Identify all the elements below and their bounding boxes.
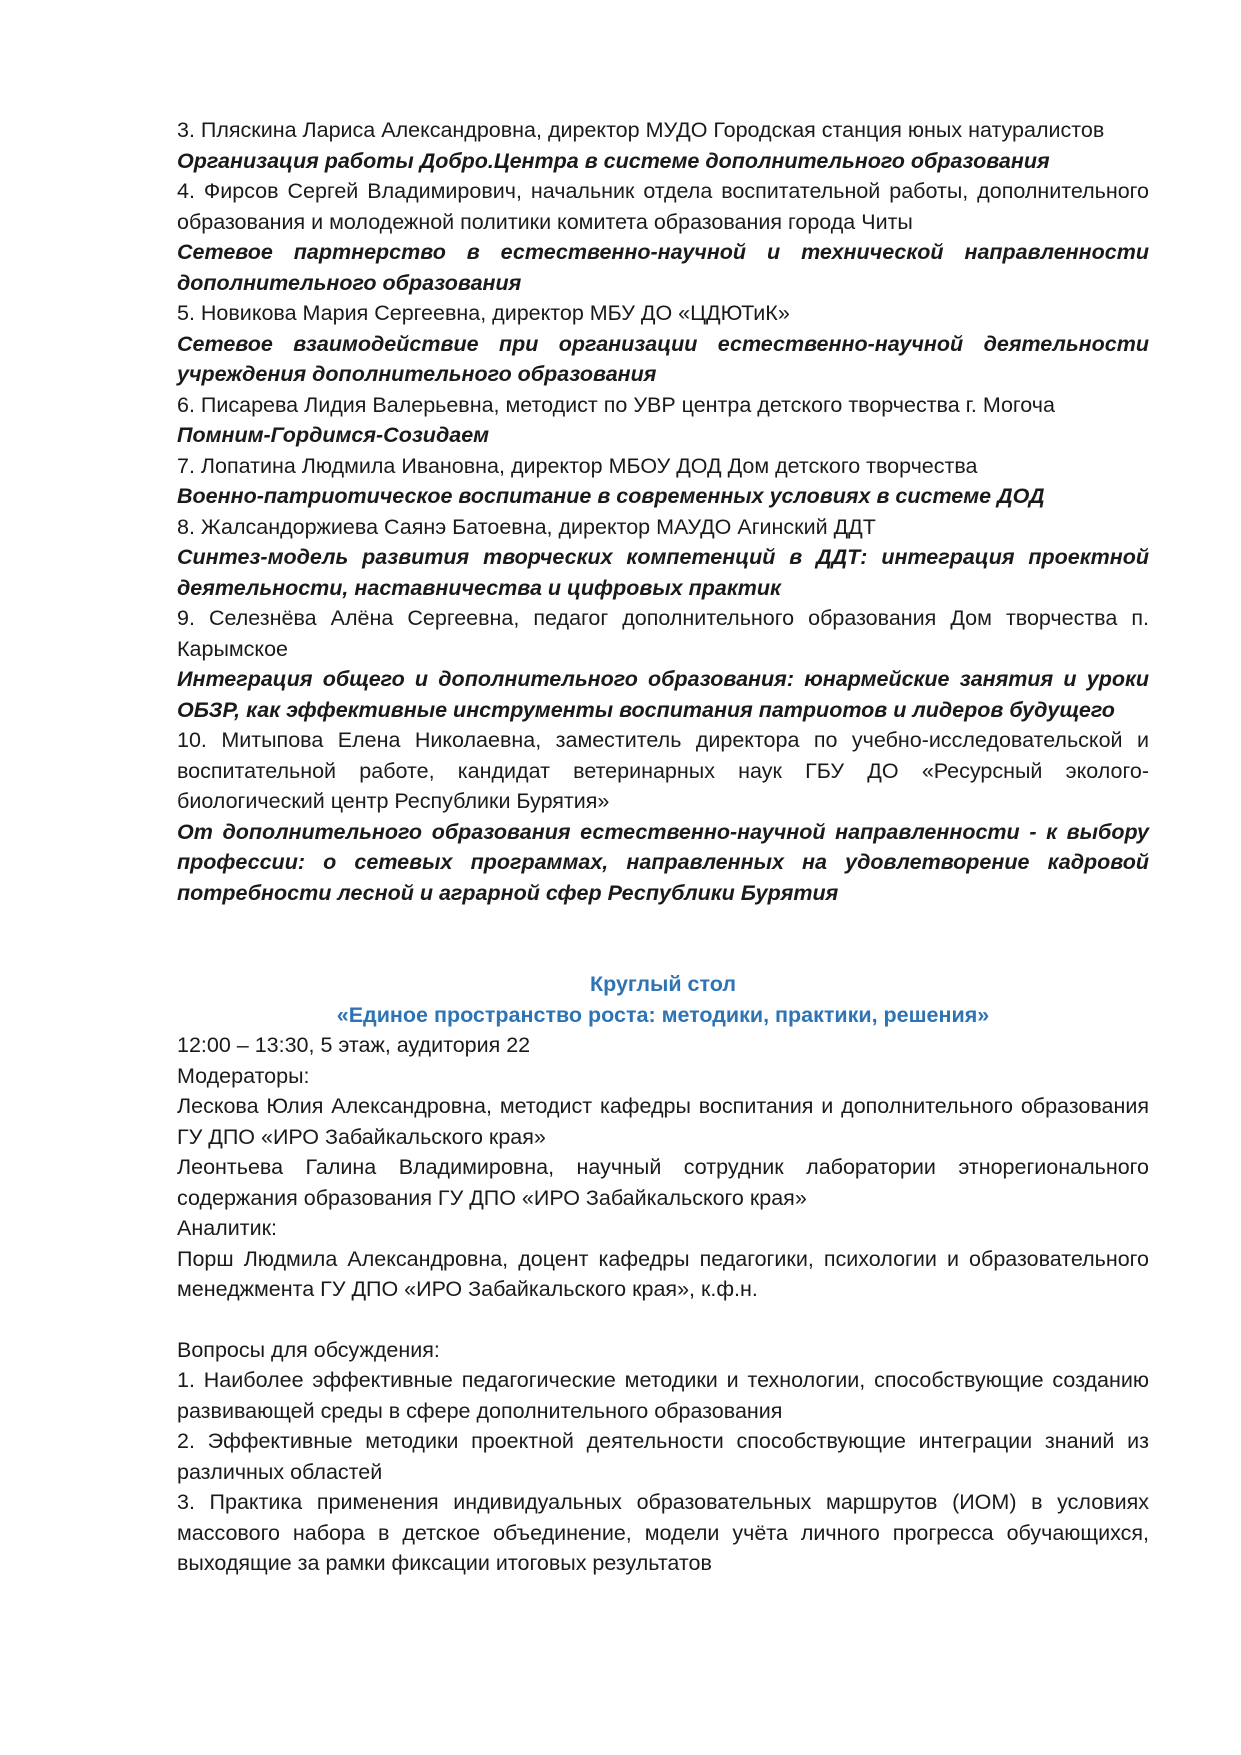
speaker-entry: 3. Пляскина Лариса Александровна, директор МУДО Городская станция юных натуралистов: [177, 118, 1105, 142]
talk-topic: Организация работы Добро.Центра в системе дополнительного образования: [177, 148, 1050, 173]
speaker-entry: 8. Жалсандоржиева Саянэ Батоевна, директор МАУДО Агинский ДДТ: [177, 514, 876, 539]
talk-topic: Военно-патриотическое воспитание в современных условиях в системе ДОД: [177, 484, 1045, 508]
analyst-label: Аналитик:: [177, 1216, 277, 1240]
moderator-entry: Леонтьева Галина Владимировна, научный сотрудник лаборатории этнорегионального содержания образования ГУ ДПО «ИРО Забайкальского края»: [177, 1155, 1149, 1210]
speaker-entry: 7. Лопатина Людмила Ивановна, директор МБОУ ДОД Дом детского творчества: [177, 453, 978, 478]
time-place: 12:00 – 13:30, 5 этаж, аудитория 22: [177, 1033, 531, 1057]
moderators-label: Модераторы:: [177, 1063, 310, 1088]
questions-label: Вопросы для обсуждения:: [177, 1337, 440, 1362]
speaker-entry: 5. Новикова Мария Сергеевна, директор МБУ ДО «ЦДЮТиК»: [177, 301, 790, 325]
talk-topic: Синтез-модель развития творческих компетенций в ДДТ: интеграция проектной деятельности, наставничества и цифровых практик: [177, 545, 1149, 600]
talk-topic: Помним-Гордимся-Созидаем: [177, 423, 490, 447]
talk-topic: Сетевое взаимодействие при организации естественно-научной деятельности учреждения дополнительного образования: [177, 331, 1149, 386]
section-heading: Круглый стол: [589, 972, 737, 996]
question-item: 3. Практика применения индивидуальных образовательных маршрутов (ИОМ) в условиях массового набора в детское объединение, модели учёта личного прогресса обучающихся, выходящие за рамки фиксации итоговых результатов: [177, 1490, 1149, 1575]
analyst-entry: Порш Людмила Александровна, доцент кафедры педагогики, психологии и образовательного менеджмента ГУ ДПО «ИРО Забайкальского края», к.ф.н.: [177, 1246, 1149, 1301]
talk-topic: Сетевое партнерство в естественно-научной и технической направленности дополнительного образования: [177, 240, 1149, 295]
talk-topic: От дополнительного образования естественно-научной направленности - к выбору профессии: о сетевых программах, направленных на удовлетворение кадровой потребности лесной и аграрной сфер Республики Бурятия: [177, 819, 1149, 905]
speaker-entry: 4. Фирсов Сергей Владимирович, начальник отдела воспитательной работы, дополнительного образования и молодежной политики комитета образования города Читы: [177, 179, 1149, 234]
speaker-entry: 10. Митыпова Елена Николаевна, заместитель директора по учебно-исследовательской и воспитательной работе, кандидат ветеринарных наук ГБУ ДО «Ресурсный эколого-биологический центр Республики Бурятия»: [177, 728, 1149, 813]
section-subheading: «Единое пространство роста: методики, практики, решения»: [336, 1002, 990, 1027]
question-item: 2. Эффективные методики проектной деятельности способствующие интеграции знаний из различных областей: [177, 1429, 1149, 1484]
speaker-entry: 6. Писарева Лидия Валерьевна, методист по УВР центра детского творчества г. Могоча: [177, 392, 1055, 417]
paragraph-spacer: [177, 1305, 1149, 1335]
moderator-entry: Лескова Юлия Александровна, методист кафедры воспитания и дополнительного образования ГУ ДПО «ИРО Забайкальского края»: [177, 1094, 1149, 1149]
speaker-entry: 9. Селезнёва Алёна Сергеевна, педагог дополнительного образования Дом творчества п. Карымское: [177, 606, 1149, 661]
question-item: 1. Наиболее эффективные педагогические методики и технологии, способствующие созданию развивающей среды в сфере дополнительного образования: [177, 1368, 1149, 1423]
document-page: [177, 115, 1149, 1579]
talk-topic: Интеграция общего и дополнительного образования: юнармейские занятия и уроки ОБЗР, как эффективные инструменты воспитания патриотов и лидеров будущего: [177, 667, 1149, 722]
section-spacer: [177, 908, 1149, 969]
